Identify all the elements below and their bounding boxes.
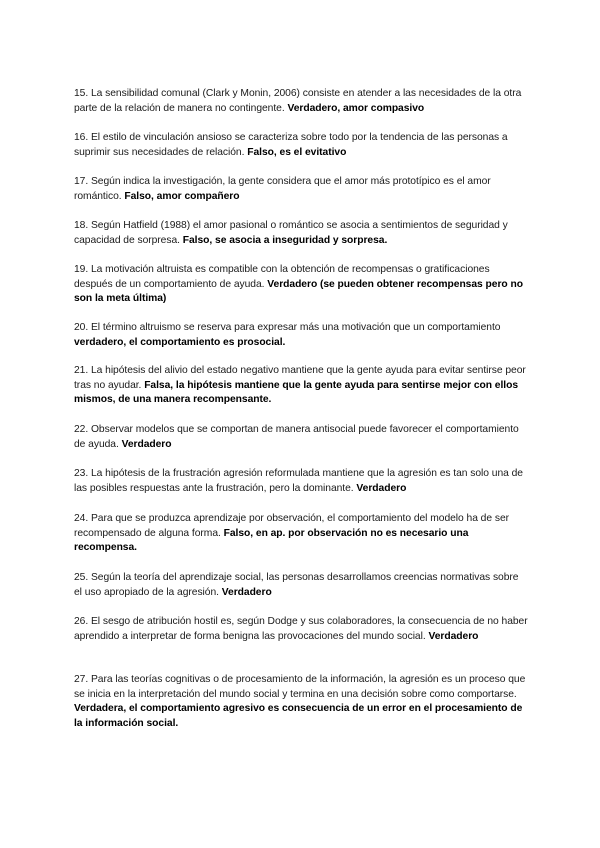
question-text: 22. Observar modelos que se comportan de manera antisocial puede favorecer el comportamiento de ayuda. xyxy=(74,424,519,450)
answer-text: Falso, se asocia a inseguridad y sorpresa. xyxy=(182,234,388,246)
answer-text: Verdadero (se pueden obtener recompensas pero no son la meta última) xyxy=(74,278,523,305)
question-text: 26. El sesgo de atribución hostil es, según Dodge y sus colaboradores, la consecuencia de no haber aprendido a interpretar de forma benigna las provocaciones del mundo social. xyxy=(74,616,528,642)
question-text: 24. Para que se produzca aprendizaje por observación, el comportamiento del modelo ha de ser recompensado de alguna forma. xyxy=(74,513,509,539)
question-text: 27. Para las teorías cognitivas o de procesamiento de la información, la agresión es un proceso que se inicia en la interpretación del mundo social y termina en una decisión sobre como comportarse. xyxy=(74,674,526,700)
question-26 xyxy=(74,615,528,644)
question-text: 19. La motivación altruista es compatible con la obtención de recompensas o gratificaciones después de un comportamiento de ayuda. xyxy=(74,264,490,290)
question-23 xyxy=(74,467,528,496)
answer-text: Verdadero xyxy=(121,438,172,450)
answer-text: Verdadero, amor compasivo xyxy=(287,102,425,114)
question-27 xyxy=(74,673,528,731)
question-text: 17. Según indica la investigación, la gente considera que el amor más prototípico es el amor romántico. xyxy=(74,176,491,202)
question-text: 16. El estilo de vinculación ansioso se caracteriza sobre todo por la tendencia de las personas a suprimir sus necesidades de relación. xyxy=(74,132,508,158)
question-text: 25. Según la teoría del aprendizaje social, las personas desarrollamos creencias normativas sobre el uso apropiado de la agresión. xyxy=(74,572,519,598)
answer-text: Verdadero xyxy=(356,482,407,494)
answer-text: Falsa, la hipótesis mantiene que la gente ayuda para sentirse mejor con ellos mismos, de una manera recompensante. xyxy=(74,379,519,406)
question-22 xyxy=(74,423,528,452)
question-19 xyxy=(74,263,528,307)
question-21 xyxy=(74,364,528,408)
question-text: 21. La hipótesis del alivio del estado negativo mantiene que la gente ayuda para evitar sentirse peor tras no ayudar. xyxy=(74,365,526,391)
answer-text: Verdadera, el comportamiento agresivo es consecuencia de un error en el procesamiento de la información social. xyxy=(74,703,523,729)
answer-text: Verdadero xyxy=(221,586,272,598)
question-text: 15. La sensibilidad comunal (Clark y Monin, 2006) consiste en atender a las necesidades de la otra parte de la relación de manera no contingente. xyxy=(74,88,522,114)
question-17 xyxy=(74,175,528,204)
question-15 xyxy=(74,87,528,116)
question-24 xyxy=(74,512,528,556)
question-20 xyxy=(74,321,528,350)
question-25 xyxy=(74,571,528,600)
answer-text: Falso, amor compañero xyxy=(124,190,240,202)
answer-text: Falso, es el evitativo xyxy=(247,146,347,158)
question-16 xyxy=(74,131,528,160)
question-18 xyxy=(74,219,528,248)
question-text: 23. La hipótesis de la frustración agresión reformulada mantiene que la agresión es tan solo una de las posibles respuestas ante la frustración, pero la dominante. xyxy=(74,468,523,494)
answer-text: Verdadero xyxy=(428,630,479,642)
question-text: 18. Según Hatfield (1988) el amor pasional o romántico se asocia a sentimientos de seguridad y capacidad de sorpresa. xyxy=(74,220,508,246)
question-text: 20. El término altruismo se reserva para expresar más una motivación que un comportamiento xyxy=(74,322,501,333)
answer-text: verdadero, el comportamiento es prosocial. xyxy=(74,336,286,348)
answer-text: Falso, en ap. por observación no es necesario una recompensa. xyxy=(74,527,469,554)
